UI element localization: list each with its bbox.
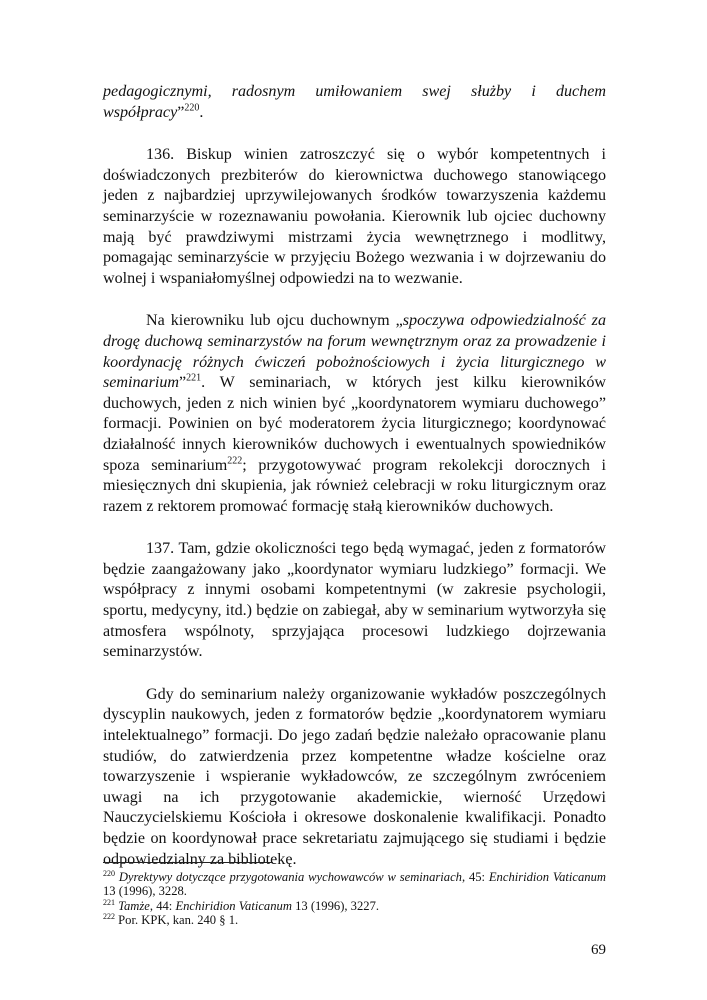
- footnote-number: 222: [103, 912, 115, 922]
- paragraph-spiritual-director: [103, 311, 606, 517]
- footnote-222: [103, 913, 606, 927]
- paragraph-continuation: [103, 82, 606, 123]
- text-run: . W seminariach, w których jest kilku kierowników duchowych, jeden z nich winien być „koordynatorem wymiaru duchowego” formacji. Powinien on być moderatorem życia liturgicznego; koordynować działalność innych kierowników duchowych i ewentualnych spowiedników spoza seminarium: [103, 374, 606, 474]
- italic-quote: spoczywa odpowiedzialność za drogę duchową seminarzystów na forum wewnętrznym oraz za prowadzenie i koordynację różnych ćwiczeń pobożnościowych i życia liturgicznego w seminarium: [103, 312, 606, 392]
- paragraph-136: 136. Biskup winien zatroszczyć się o wybór kompetentnych i doświadczonych prezbiterów do kierownictwa duchowego stanowiącego jeden z najbardziej uprzywilejowanych środków towarzyszenia każdemu seminarzyście w rozeznawaniu powołania. Kierownik lub ojciec duchowny mają być prawdziwymi mistrzami życia wewnętrznego i modlitwy, pomagając seminarzyście w przyjęciu Bożego wezwania i w dojrzewaniu do wolnej i wspaniałomyślnej odpowiedzi na to wezwanie.: [103, 146, 606, 287]
- footnote-220: [103, 870, 606, 899]
- footnote-ref-220[interactable]: 220: [184, 102, 200, 114]
- page-body: [103, 82, 606, 870]
- footnote-221: [103, 899, 606, 913]
- footnote-divider: [103, 862, 273, 863]
- footnotes: [103, 870, 606, 928]
- footnote-title: Dyrektywy dotyczące przygotowania wychowawców w seminariach: [118, 870, 462, 884]
- period: .: [199, 103, 204, 121]
- paragraph-137: 137. Tam, gdzie okoliczności tego będą wymagać, jeden z formatorów będzie zaangażowany jako „koordynator wymiaru ludzkiego” formacji. We współpracy z innymi osobami kompetentnymi (w zakresie psychologii, sportu, medycyny, itd.) będzie on zabiegał, aby w seminarium wytworzyła się atmosfera wspólnoty, sprzyjająca procesowi ludzkiego dojrzewania seminarzystów.: [103, 540, 606, 661]
- paragraph-intellectual-coordinator: Gdy do seminarium należy organizowanie wykładów poszczególnych dyscyplin naukowych, jeden z formatorów będzie „koordynatorem wymiaru intelektualnego” formacji. Do jego zadań będzie należało opracowanie planu studiów, do zatwierdzenia przez kompetentne władze kościelne oraz towarzyszenie i wspieranie wykładowców, ze szczególnym zwróceniem uwagi na ich przygotowanie akademickie, wierność Urzędowi Nauczycielskiemu Kościoła i okresowe doskonalenie kwalifikacji. Ponadto będzie on koordynował prace sekretariatu zajmującego się studiami i będzie odpowiedzialny za bibliotekę.: [103, 685, 606, 868]
- text-run: ; przygotowywać program rekolekcji dorocznych i miesięcznych dni skupienia, jak również celebracji w roku liturgicznym oraz razem z rektorem promować formację stałą kierowników duchowych.: [103, 456, 606, 515]
- footnote-number: 221: [103, 897, 115, 907]
- footnote-text: 13 (1996), 3227.: [291, 898, 380, 913]
- closing-quote: ”: [179, 374, 187, 392]
- footnote-text: Por. KPK, kan. 240 § 1.: [115, 913, 239, 928]
- footnote-text: , 44:: [149, 898, 176, 913]
- footnote-number: 220: [103, 868, 115, 878]
- footnote-title: Tamże: [118, 898, 150, 913]
- page-number: 69: [591, 942, 606, 958]
- footnote-source: Enchiridion Vaticanum: [175, 898, 292, 913]
- closing-quote: ”: [177, 103, 185, 121]
- footnote-ref-221[interactable]: 221: [186, 372, 202, 384]
- italic-quote: pedagogicznymi, radosnym umiłowaniem swej służby i duchem współpracy: [103, 83, 606, 121]
- footnote-text: 13 (1996), 3228.: [103, 884, 187, 899]
- text-run: Na kierowniku lub ojcu duchownym „: [146, 312, 403, 330]
- footnote-source: Enchiridion Vaticanum: [488, 870, 607, 884]
- footnote-ref-222[interactable]: 222: [227, 455, 243, 467]
- footnote-text: , 45:: [461, 870, 489, 884]
